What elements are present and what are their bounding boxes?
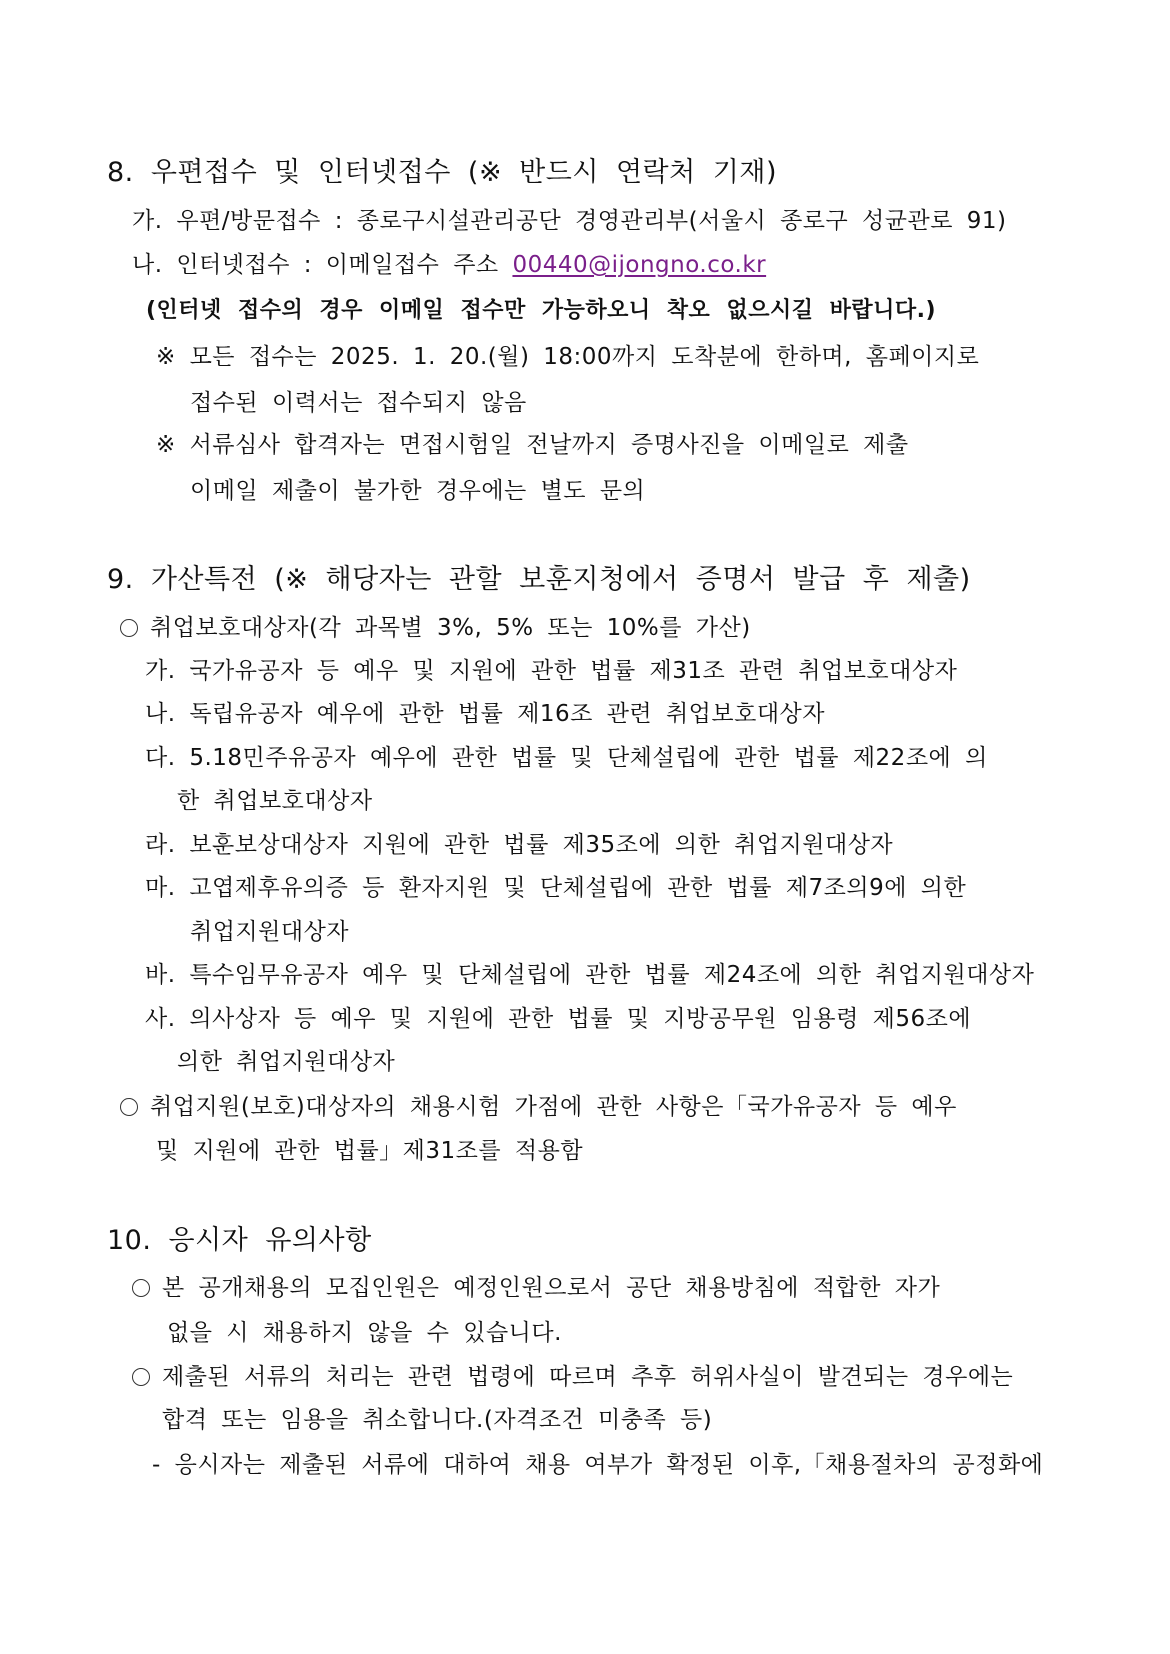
bullet-text: 제출된 서류의 처리는 관련 법령에 따르며 추후 허위사실이 발견되는 경우에는	[162, 1364, 1014, 1390]
deadline-note-line1: ※ 모든 접수는 2025. 1. 20.(월) 18:00까지 도착분에 한하며, 홈페이지로	[156, 344, 980, 370]
internet-submission-notice: (인터넷 접수의 경우 이메일 접수만 가능하오니 착오 없으시길 바랍니다.)	[146, 298, 937, 323]
section-9-bullet-2-line2: 및 지원에 관한 법률」제31조를 적용함	[156, 1138, 584, 1164]
section-9-item-na: 나. 독립유공자 예우에 관한 법률 제16조 관련 취업보호대상자	[145, 701, 825, 727]
section-9-item-sa-line1: 사. 의사상자 등 예우 및 지원에 관한 법률 및 지방공무원 임용령 제56조에	[145, 1006, 972, 1032]
circle-bullet-icon	[132, 1279, 150, 1297]
internet-submission-label: 나. 인터넷접수 : 이메일접수 주소	[132, 252, 499, 278]
section-9-item-da-line1: 다. 5.18민주유공자 예우에 관한 법률 및 단체설립에 관한 법률 제22조에 의	[145, 745, 988, 771]
section-9-bullet-2-line1	[120, 1092, 957, 1122]
section-10-bullet-1-line1	[132, 1273, 940, 1303]
section-8-title: 8. 우편접수 및 인터넷접수 (※ 반드시 연락처 기재)	[107, 157, 778, 188]
section-8-item-ga: 가. 우편/방문접수 : 종로구시설관리공단 경영관리부(서울시 종로구 성균관로 91)	[132, 208, 1007, 234]
section-9-title: 9. 가산특전 (※ 해당자는 관할 보훈지청에서 증명서 발급 후 제출)	[107, 564, 971, 595]
section-9-item-ba: 바. 특수임무유공자 예우 및 단체설립에 관한 법률 제24조에 의한 취업지원대상자	[145, 962, 1035, 988]
section-10-title: 10. 응시자 유의사항	[107, 1225, 372, 1256]
circle-bullet-icon	[132, 1368, 150, 1386]
bullet-text: 본 공개채용의 모집인원은 예정인원으로서 공단 채용방침에 적합한 자가	[162, 1275, 941, 1301]
section-9-item-da-line2: 한 취업보호대상자	[177, 788, 373, 814]
email-link[interactable]: 00440@ijongno.co.kr	[512, 252, 767, 278]
section-9-item-ga: 가. 국가유공자 등 예우 및 지원에 관한 법률 제31조 관련 취업보호대상자	[145, 658, 958, 684]
section-9-item-sa-line2: 의한 취업지원대상자	[177, 1049, 396, 1075]
section-9-item-ra: 라. 보훈보상대상자 지원에 관한 법률 제35조에 의한 취업지원대상자	[145, 832, 894, 858]
section-9-bullet-1	[120, 613, 751, 643]
deadline-note-line2: 접수된 이력서는 접수되지 않음	[190, 390, 527, 416]
section-10-bullet-1-line2: 없을 시 채용하지 않을 수 있습니다.	[167, 1320, 562, 1346]
section-10-bullet-2-line2: 합격 또는 임용을 취소합니다.(자격조건 미충족 등)	[162, 1407, 713, 1433]
photo-note-line1: ※ 서류심사 합격자는 면접시험일 전날까지 증명사진을 이메일로 제출	[156, 432, 909, 458]
circle-bullet-icon	[120, 1098, 138, 1116]
section-10-bullet-2-line1	[132, 1362, 1013, 1392]
circle-bullet-icon	[120, 619, 138, 637]
bullet-text: 취업보호대상자(각 과목별 3%, 5% 또는 10%를 가산)	[150, 615, 751, 641]
section-10-dash-1-line1: - 응시자는 제출된 서류에 대하여 채용 여부가 확정된 이후,「채용절차의 공정화에	[152, 1452, 1044, 1478]
section-9-item-ma-line1: 마. 고엽제후유의증 등 환자지원 및 단체설립에 관한 법률 제7조의9에 의한	[145, 875, 967, 901]
photo-note-line2: 이메일 제출이 불가한 경우에는 별도 문의	[190, 478, 646, 504]
section-9-item-ma-line2: 취업지원대상자	[190, 919, 350, 945]
bullet-text: 취업지원(보호)대상자의 채용시험 가점에 관한 사항은「국가유공자 등 예우	[150, 1094, 957, 1120]
section-8-item-na	[132, 250, 766, 280]
